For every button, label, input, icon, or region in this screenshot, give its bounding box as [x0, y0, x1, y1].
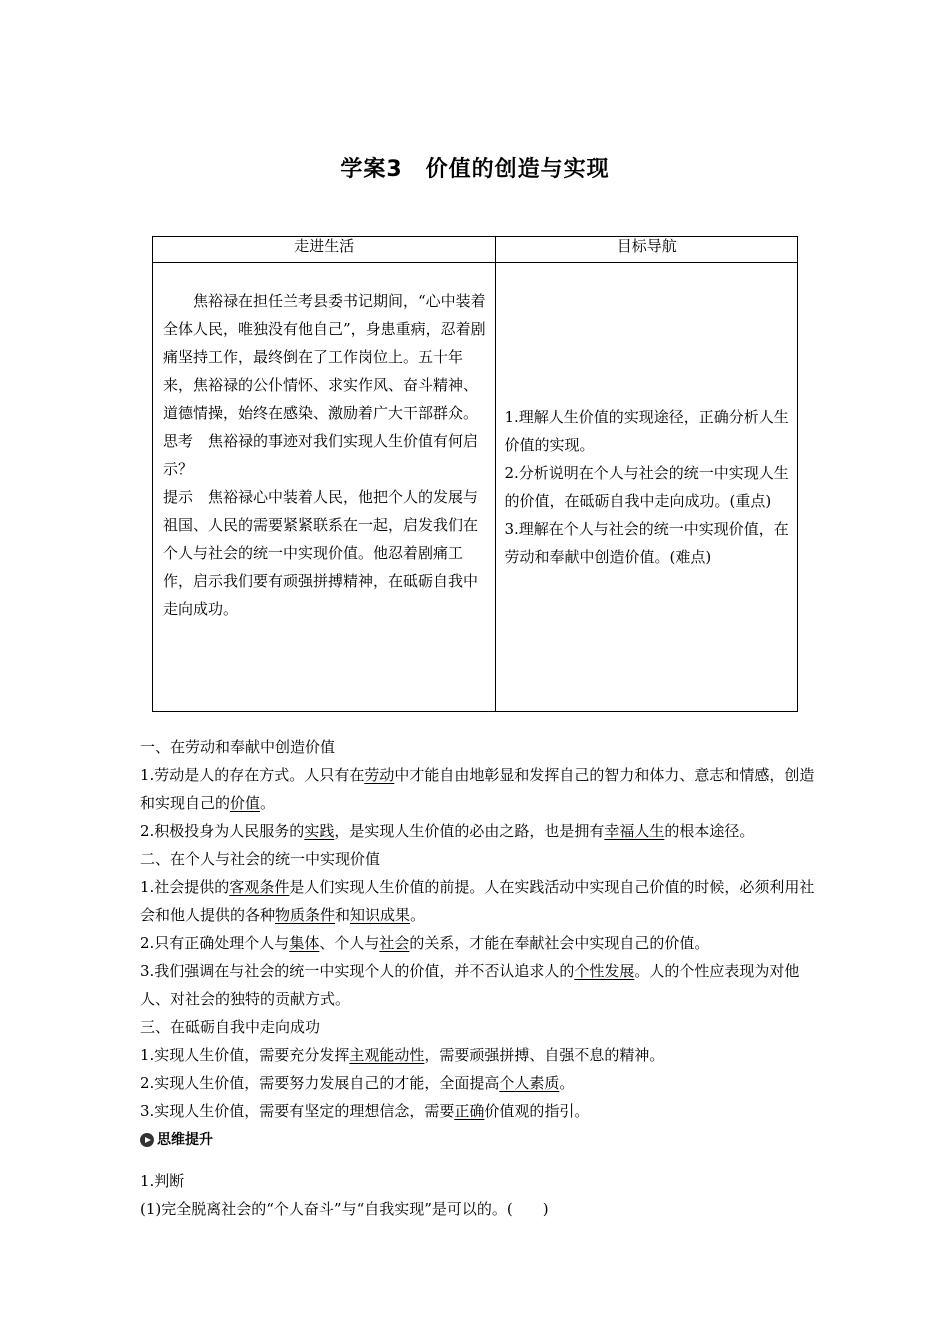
point-paragraph: 1.实现人生价值，需要充分发挥主观能动性，需要顽强拼搏、自强不息的精神。 — [140, 1046, 665, 1064]
header-life: 走进生活 — [153, 237, 496, 263]
goal-item: 2.分析说明在个人与社会的统一中实现人生的价值，在砥砺自我中走向成功。(重点) — [504, 464, 789, 510]
point-paragraph: 2.积极投身为人民服务的实践，是实现人生价值的必由之路，也是拥有幸福人生的根本途径。 — [140, 822, 755, 840]
life-cell — [153, 263, 496, 712]
answer-blank: 实践 — [304, 822, 335, 840]
goal-item: 3.理解在个人与社会的统一中实现价值，在劳动和奉献中创造价值。(难点) — [504, 520, 789, 566]
answer-blank: 主观能动性 — [349, 1046, 425, 1064]
hint-answer: 提示 焦裕禄心中装着人民，他把个人的发展与祖国、人民的需要紧紧联系在一起，启发我们在个人与社会的统一中实现价值。他忍着剧痛工作，启示我们要有顽强拼搏精神，在砥砺自我中走向成功。 — [163, 488, 479, 618]
answer-blank: 知识成果 — [350, 906, 411, 924]
life-story: 焦裕禄在担任兰考县委书记期间，“心中装着全体人民，唯独没有他自己”，身患重病，忍着剧痛坚持工作，最终倒在了工作岗位上。五十年来，焦裕禄的公仆情怀、求实作风、奋斗精神、道德情操，始终在感染、激励着广大干部群众。 — [163, 292, 486, 422]
point-paragraph: 2.实现人生价值，需要努力发展自己的才能，全面提高个人素质。 — [140, 1074, 575, 1092]
intro-table — [152, 236, 798, 712]
question-item: (1)完全脱离社会的“个人奋斗”与“自我实现”是可以的。( ) — [140, 1200, 549, 1218]
section-heading: 三、在砥砺自我中走向成功 — [140, 1018, 321, 1036]
answer-blank: 集体 — [289, 934, 320, 952]
answer-blank: 价值 — [230, 794, 261, 812]
point-paragraph: 3.我们强调在与社会的统一中实现个人的价值，并不否认追求人的个性发展。人的个性应表现为对他人、对社会的独特的贡献方式。 — [140, 962, 800, 1008]
section-heading: 一、在劳动和奉献中创造价值 — [140, 738, 336, 756]
thinking-heading — [140, 1126, 820, 1154]
point-paragraph: 3.实现人生价值，需要有坚定的理想信念，需要正确价值观的指引。 — [140, 1102, 590, 1120]
point-paragraph: 1.劳动是人的存在方式。人只有在劳动中才能自由地彰显和发挥自己的智力和体力、意志和情感，创造和实现自己的价值。 — [140, 766, 815, 812]
point-paragraph: 1.社会提供的客观条件是人们实现人生价值的前提。人在实践活动中实现自己价值的时候，必须利用社会和他人提供的各种物质条件和知识成果。 — [140, 878, 815, 924]
point-paragraph: 2.只有正确处理个人与集体、个人与社会的关系，才能在奉献社会中实现自己的价值。 — [140, 934, 710, 952]
answer-blank: 物质条件 — [275, 906, 336, 924]
answer-blank: 幸福人生 — [604, 822, 665, 840]
thinking-label: 思维提升 — [157, 1132, 213, 1148]
header-goals: 目标导航 — [496, 237, 798, 263]
goal-item: 1.理解人生价值的实现途径，正确分析人生价值的实现。 — [504, 408, 789, 454]
answer-blank: 劳动 — [364, 766, 395, 784]
knowledge-body — [140, 733, 820, 1223]
goals-cell — [496, 263, 798, 712]
answer-blank: 个性发展 — [574, 962, 635, 980]
answer-blank: 社会 — [379, 934, 410, 952]
answer-blank: 个人素质 — [499, 1074, 560, 1092]
section-heading: 二、在个人与社会的统一中实现价值 — [140, 850, 381, 868]
question-title: 1.判断 — [140, 1172, 185, 1190]
play-circle-icon — [140, 1133, 154, 1147]
answer-blank: 正确 — [454, 1102, 485, 1120]
think-question: 思考 焦裕禄的事迹对我们实现人生价值有何启示？ — [163, 432, 479, 478]
page-title: 学案3 价值的创造与实现 — [340, 157, 610, 182]
answer-blank: 客观条件 — [229, 878, 290, 896]
